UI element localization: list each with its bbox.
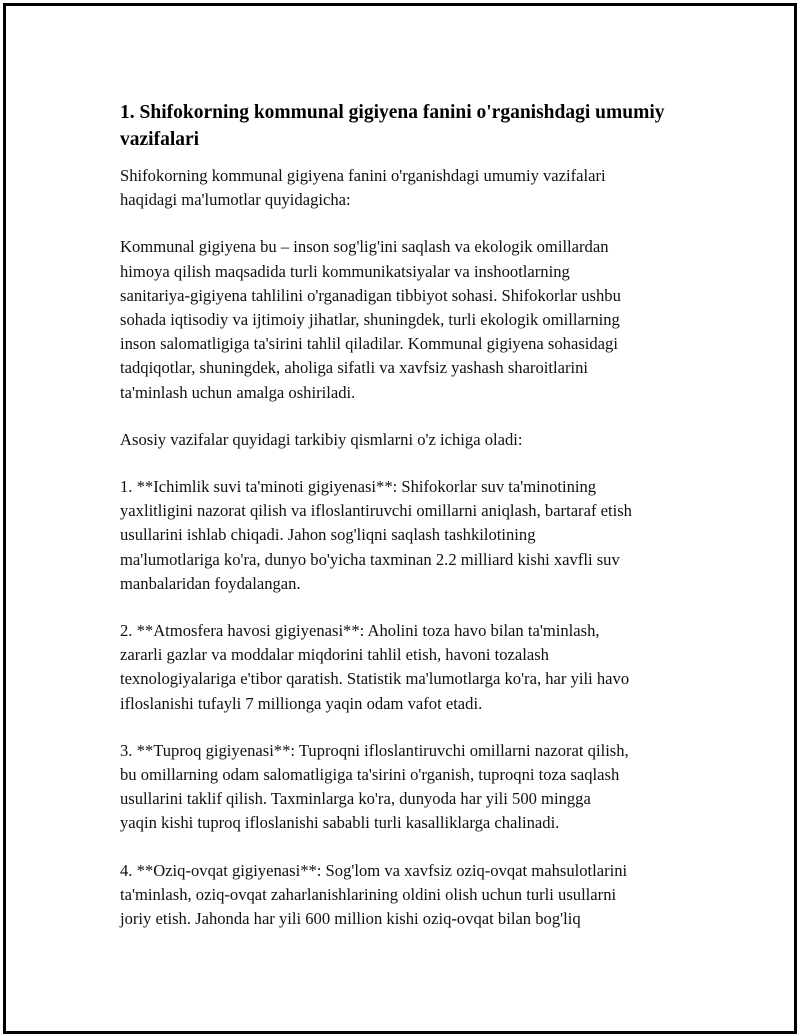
list-item-drinking-water: 1. **Ichimlik suvi ta'minoti gigiyenasi**: Shifokorlar suv ta'minotining yaxlitligini nazorat qilish va ifloslantiruvchi omillarni aniqlash, bartaraf etish usullarini ishlab chiqadi. Jahon sog'liqni saqlash tashkilotining ma'lumotlariga ko'ra, dunyo bo'yicha taxminan 2.2 milliard kishi xavfli suv manbalaridan foydalangan. xyxy=(120,477,632,593)
page-border xyxy=(3,3,797,1034)
page-title: 1. Shifokorning kommunal gigiyena fanini o'rganishdagi umumiy vazifalari xyxy=(120,102,665,150)
tasks-intro-paragraph: Asosiy vazifalar quyidagi tarkibiy qismlarni o'z ichiga oladi: xyxy=(120,429,523,449)
intro-paragraph: Shifokorning kommunal gigiyena fanini o'rganishdagi umumiy vazifalari haqidagi ma'lumotlar quyidagicha: xyxy=(120,166,606,210)
list-item-soil: 3. **Tuproq gigiyenasi**: Tuproqni ifloslantiruvchi omillarni nazorat qilish, bu omillarning odam salomatligiga ta'sirini o'rganish, tuproqni toza saqlash usullarini taklif qilish. Taxminlarga ko'ra, dunyoda har yili 500 mingga yaqin kishi tuproq ifloslanishi sababli turli kasalliklarga chalinadi. xyxy=(120,740,629,833)
list-item-food: 4. **Oziq-ovqat gigiyenasi**: Sog'lom va xavfsiz oziq-ovqat mahsulotlarini ta'minlash, oziq-ovqat zaharlanishlarining oldini olish uchun turli usullarni joriy etish. Jahonda har yili 600 million kishi oziq-ovqat bilan bog'liq xyxy=(120,860,628,929)
definition-paragraph: Kommunal gigiyena bu – inson sog'lig'ini saqlash va ekologik omillardan himoya qilish maqsadida turli kommunikatsiyalar va inshootlarning sanitariya-gigiyena tahlilini o'rganadigan tibbiyot sohasi. Shifokorlar ushbu sohada iqtisodiy va ijtimoiy jihatlar, shuningdek, turli ekologik omillarning inson salomatligiga ta'sirini tahlil qiladilar. Kommunal gigiyena sohasidagi tadqiqotlar, shuningdek, aholiga sifatli va xavfsiz yashash sharoitlarini ta'minlash uchun amalga oshiriladi. xyxy=(120,237,621,402)
document-body xyxy=(120,99,700,954)
list-item-air: 2. **Atmosfera havosi gigiyenasi**: Aholini toza havo bilan ta'minlash, zararli gazlar va moddalar miqdorini tahlil etish, havoni tozalash texnologiyalariga e'tibor qaratish. Statistik ma'lumotlarga ko'ra, har yili havo ifloslanishi tufayli 7 millionga yaqin odam vafot etadi. xyxy=(120,621,630,713)
